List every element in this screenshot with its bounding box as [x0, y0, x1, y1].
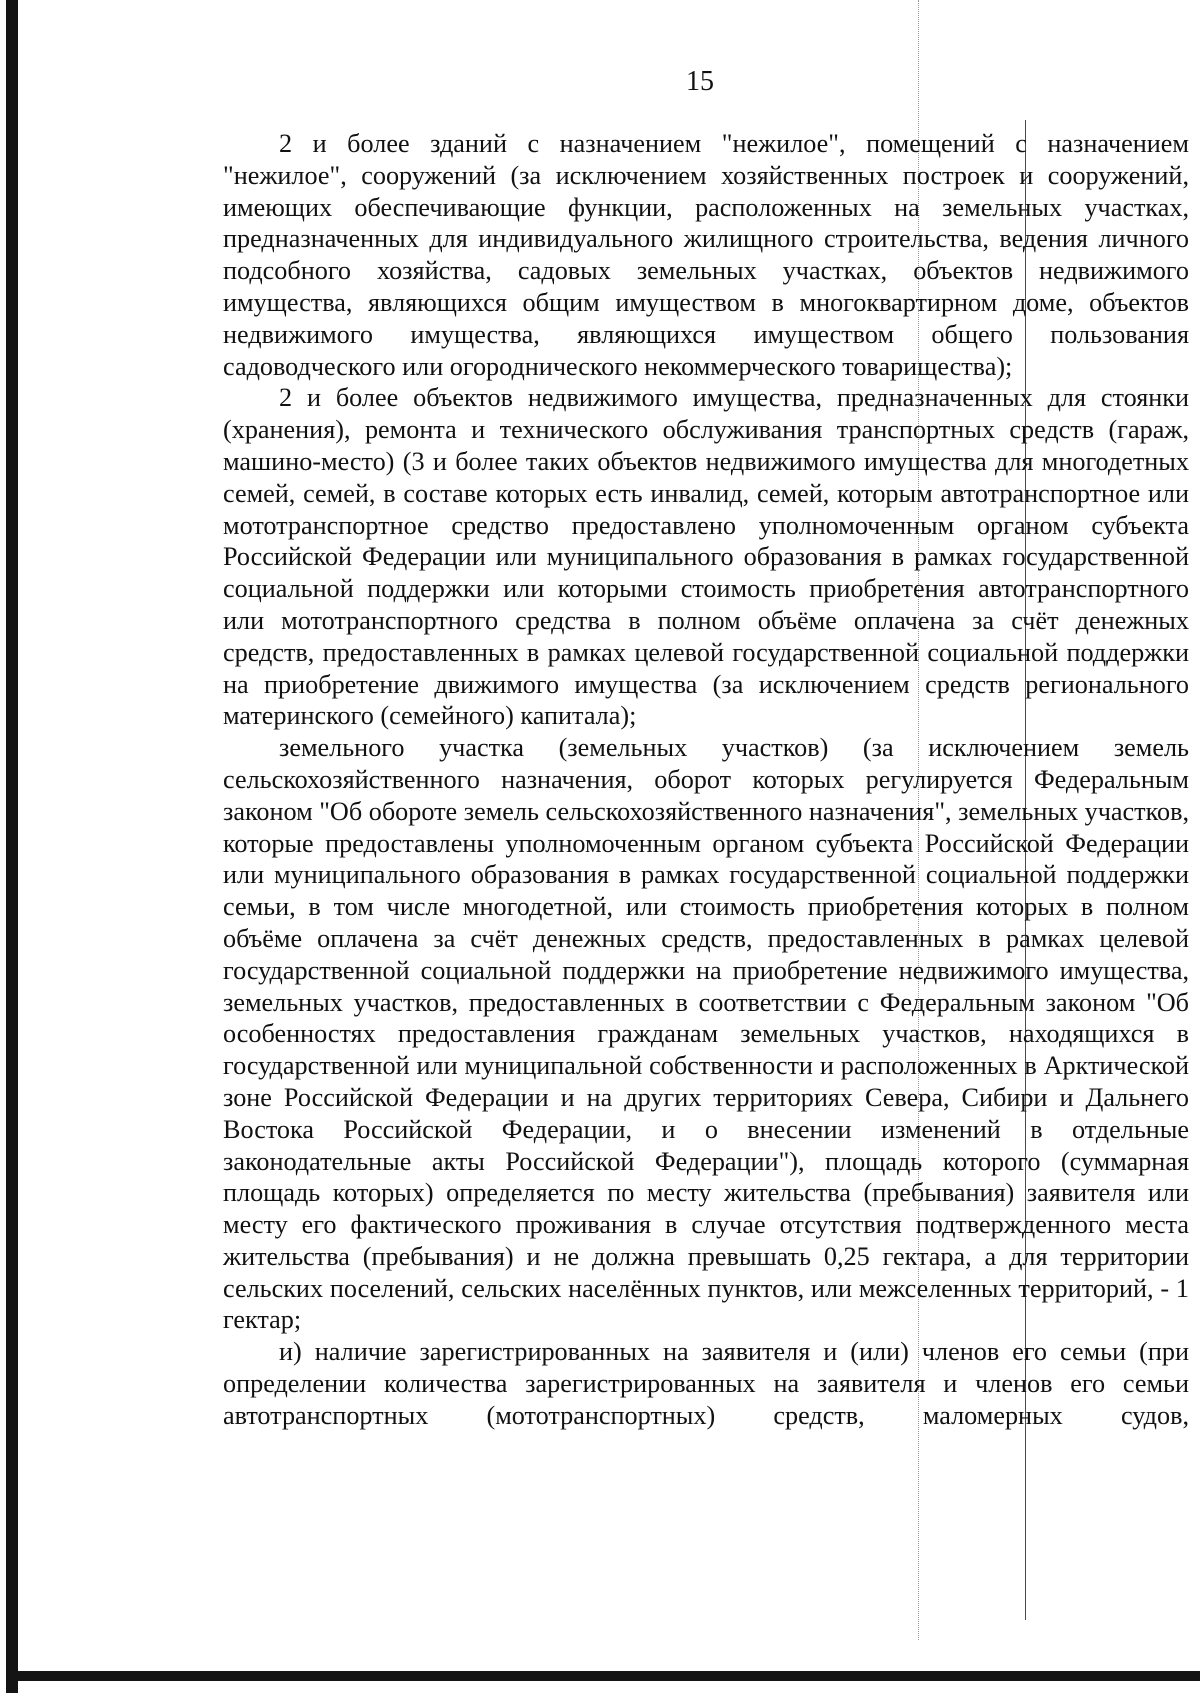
page-number: 15	[686, 66, 714, 97]
scan-edge-left	[6, 0, 18, 1693]
scan-edge-bottom	[6, 1671, 1200, 1681]
paragraph-parking-objects: 2 и более объектов недвижимого имущества, предназначенных для стоянки (хранения), ремонта и технического обслуживания транспортных средств (гараж, машино-место) (3 и более таких объектов недвижимого имущества для многодетных семей, семей, в составе которых есть инвалид, семей, которым автотранспортное или мототранспортное средство предоставлено уполномоченным органом субъекта Российской Федерации или муниципального образования в рамках государственной социальной поддержки или которыми стоимость приобретения автотранспортного или мототранспортного средства в полном объёме оплачена за счёт денежных средств, предоставленных в рамках целевой государственной социальной поддержки на приобретение движимого имущества (за исключением средств регионального материнского (семейного) капитала);	[223, 383, 1189, 731]
paragraph-land-plots: земельного участка (земельных участков) (за исключением земель сельскохозяйственного назначения, оборот которых регулируется Федеральным законом "Об обороте земель сельскохозяйственного назначения", земельных участков, которые предоставлены уполномоченным органом субъекта Российской Федерации или муниципального образования в рамках государственной социальной поддержки семьи, в том числе многодетной, или стоимость приобретения которых в полном объёме оплачена за счёт денежных средств, предоставленных в рамках целевой государственной социальной поддержки на приобретение недвижимого имущества, земельных участков, предоставленных в соответствии с Федеральным законом "Об особенностях предоставления гражданам земельных участков, находящихся в государственной или муниципальной собственности и расположенных в Арктической зоне Российской Федерации и на других территориях Севера, Сибири и Дальнего Востока Российской Федерации, и о внесении изменений в отдельные законодательные акты Российской Федерации"), площадь которого (суммарная площадь которых) определяется по месту жительства (пребывания) заявителя или месту его фактического проживания в случае отсутствия подтвержденного места жительства (пребывания) и не должна превышать 0,25 гектара, а для территории сельских поселений, сельских населённых пунктов, или межселенных территорий, - 1 гектар;	[223, 733, 1189, 1335]
document-body	[223, 128, 1189, 1432]
paragraph-buildings: 2 и более зданий с назначением "нежилое", помещений с назначением "нежилое", сооружений (за исключением хозяйственных построек и сооружений, имеющих обеспечивающие функции, расположенных на земельных участках, предназначенных для индивидуального жилищного строительства, ведения личного подсобного хозяйства, садовых земельных участках, объектов недвижимого имущества, являющихся общим имуществом в многоквартирном доме, объектов недвижимого имущества, являющихся имуществом общего пользования садоводческого или огороднического некоммерческого товарищества);	[223, 129, 1189, 381]
paragraph-vehicles: и) наличие зарегистрированных на заявителя и (или) членов его семьи (при определении количества зарегистрированных на заявителя и членов его семьи автотранспортных (мототранспортных) средств, маломерных судов,	[223, 1337, 1189, 1430]
